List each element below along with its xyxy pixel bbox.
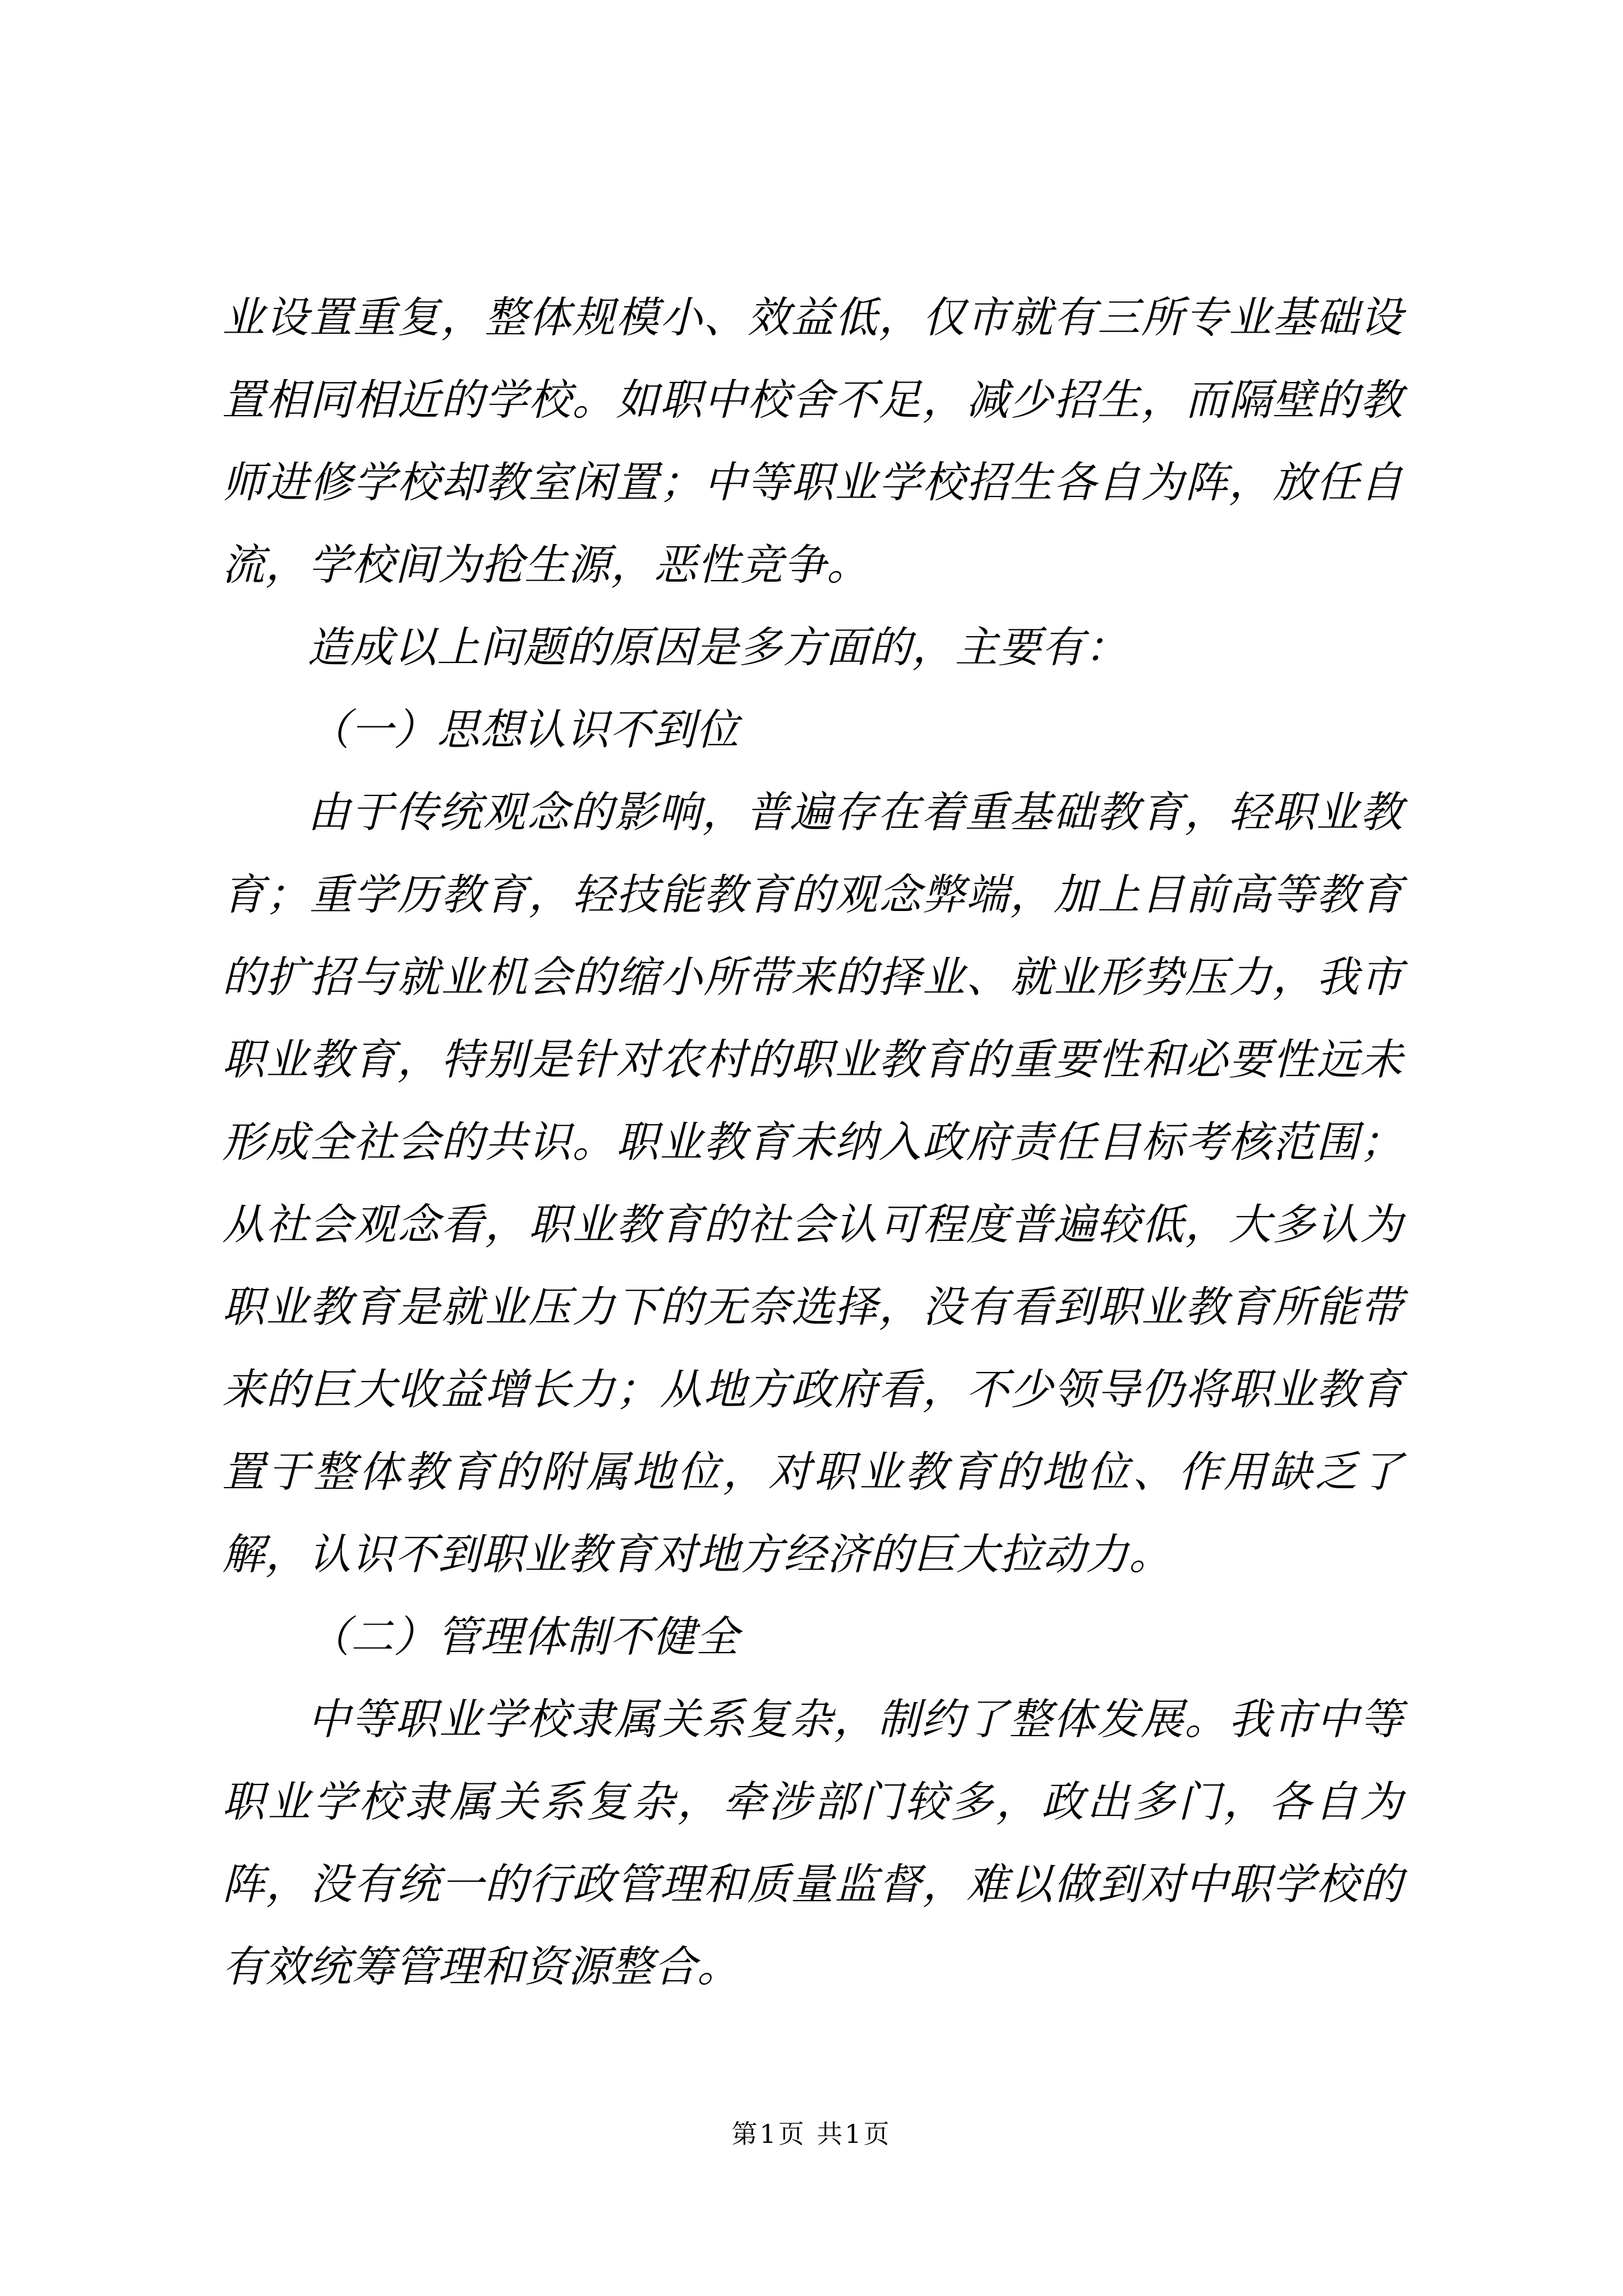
paragraph: （二）管理体制不健全 [307, 1612, 739, 1662]
page-number-footer: 第1页 共1页 [731, 2119, 892, 2149]
paragraph: 中等职业学校隶属关系复杂，制约了整体发展。我市中等职业学校隶属关系复杂，牵涉部门较多，政出多门，各自为阵，没有统一的行政管理和质量监督，难以做到对中职学校的有效统筹管理和资源整合。 [222, 1694, 1403, 1991]
document-body [222, 276, 1403, 2008]
paragraph: （一）思想认识不到位 [307, 705, 739, 754]
paragraph: 由于传统观念的影响，普遍存在着重基础教育，轻职业教育；重学历教育，轻技能教育的观念弊端，加上目前高等教育的扩招与就业机会的缩小所带来的择业、就业形势压力，我市职业教育，特别是针对农村的职业教育的重要性和必要性远未形成全社会的共识。职业教育未纳入政府责任目标考核范围；从社会观念看，职业教育的社会认可程度普遍较低，大多认为职业教育是就业压力下的无奈选择，没有看到职业教育所能带来的巨大收益增长力；从地方政府看，不少领导仍将职业教育置于整体教育的附属地位，对职业教育的地位、作用缺乏了解，认识不到职业教育对地方经济的巨大拉动力。 [222, 787, 1403, 1579]
paragraph: 业设置重复，整体规模小、效益低，仅市就有三所专业基础设置相同相近的学校。如职中校舍不足，减少招生，而隔壁的教师进修学校却教室闲置；中等职业学校招生各自为阵，放任自流，学校间为抢生源，恶性竞争。 [222, 292, 1403, 590]
paragraph: 造成以上问题的原因是多方面的，主要有： [307, 622, 1128, 672]
